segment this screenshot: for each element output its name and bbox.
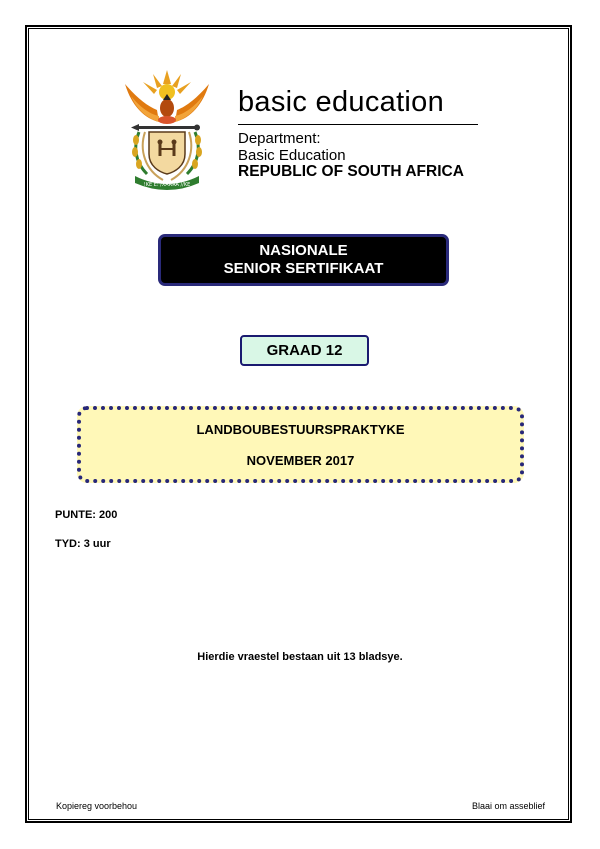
certificate-line-1: NASIONALE (259, 242, 348, 259)
country-name: REPUBLIC OF SOUTH AFRICA (238, 163, 464, 180)
exam-session: NOVEMBER 2017 (246, 453, 355, 468)
subject-banner (77, 406, 524, 483)
certificate-line-2: SENIOR SERTIFIKAAT (223, 260, 384, 277)
page-count-note: Hierdie vraestel bestaan uit 13 bladsye. (197, 651, 403, 663)
footer-copyright: Kopiereg voorbehou (56, 801, 138, 811)
certificate-banner (158, 234, 449, 286)
subject-name: LANDBOUBESTUURSPRAKTYKE (196, 422, 405, 437)
time-allowed: TYD: 3 uur (55, 538, 111, 550)
crest-motto: !KE E: /XARRA //KE (143, 182, 191, 188)
footer-turn-page: Blaai om asseblief (471, 801, 545, 811)
department-name: Basic Education (238, 147, 346, 164)
department-title: basic education (238, 86, 445, 118)
department-label: Department: (238, 130, 321, 147)
header-rule (238, 124, 478, 125)
marks-total: PUNTE: 200 (55, 509, 118, 521)
grade-badge: GRAAD 12 (240, 335, 369, 366)
coat-of-arms-icon (117, 66, 217, 191)
